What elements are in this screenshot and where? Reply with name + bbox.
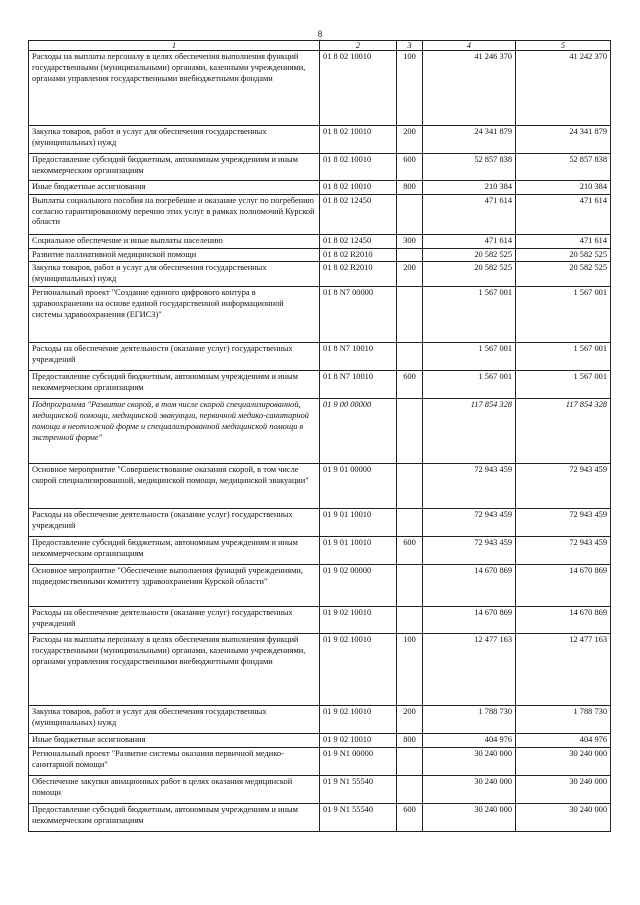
row-expense-type-cell: [397, 464, 423, 509]
row-expense-type-cell: 200: [397, 706, 423, 734]
row-amount-col4-cell: 404 976: [423, 734, 516, 748]
row-amount-col4-cell: 72 943 459: [423, 509, 516, 537]
row-amount-col5-cell: 1 788 730: [516, 706, 611, 734]
row-expense-type-cell: [397, 194, 423, 234]
row-amount-col4-cell: 72 943 459: [423, 537, 516, 565]
row-code-cell: 01 9 N1 00000: [320, 748, 397, 776]
row-code-cell: 01 8 02 12450: [320, 234, 397, 248]
table-header-row: [29, 41, 611, 51]
row-amount-col5-cell: 12 477 163: [516, 634, 611, 706]
row-expense-type-cell: [397, 509, 423, 537]
row-name-cell: Закупка товаров, работ и услуг для обеспечения государственных (муниципальных) нужд: [29, 262, 320, 287]
table-row: [29, 607, 611, 634]
row-code-cell: 01 9 02 10010: [320, 634, 397, 706]
table-row: [29, 371, 611, 399]
row-amount-col5-cell: 471 614: [516, 194, 611, 234]
header-col-5: 5: [516, 41, 611, 51]
row-amount-col4-cell: 30 240 000: [423, 804, 516, 832]
row-amount-col4-cell: 20 582 525: [423, 262, 516, 287]
row-code-cell: 01 9 01 10010: [320, 537, 397, 565]
table-row: [29, 634, 611, 706]
row-amount-col5-cell: 72 943 459: [516, 509, 611, 537]
row-amount-col5-cell: 117 854 328: [516, 399, 611, 464]
row-code-cell: 01 9 01 00000: [320, 464, 397, 509]
row-amount-col4-cell: 72 943 459: [423, 464, 516, 509]
row-code-cell: 01 8 02 10010: [320, 51, 397, 126]
table-row: [29, 748, 611, 776]
row-name-cell: Основное мероприятие "Совершенствование оказания скорой, в том числе скорой специализированной, медицинской помощи, медицинской эвакуации": [29, 464, 320, 509]
row-code-cell: 01 8 02 10010: [320, 126, 397, 154]
row-expense-type-cell: 600: [397, 154, 423, 181]
row-amount-col5-cell: 72 943 459: [516, 537, 611, 565]
row-amount-col5-cell: 24 341 879: [516, 126, 611, 154]
row-name-cell: Выплаты социального пособия на погребение и оказание услуг по погребению согласно гарантированному перечню этих услуг в рамках полномочий Курской области: [29, 194, 320, 234]
row-amount-col5-cell: 41 242 370: [516, 51, 611, 126]
row-code-cell: 01 8 N7 10010: [320, 371, 397, 399]
row-amount-col5-cell: 1 567 001: [516, 371, 611, 399]
row-code-cell: 01 8 02 R2010: [320, 262, 397, 287]
row-amount-col4-cell: 117 854 328: [423, 399, 516, 464]
row-expense-type-cell: [397, 399, 423, 464]
row-amount-col5-cell: 404 976: [516, 734, 611, 748]
row-expense-type-cell: [397, 248, 423, 262]
row-amount-col5-cell: 1 567 001: [516, 343, 611, 371]
row-name-cell: Расходы на обеспечение деятельности (оказание услуг) государственных учреждений: [29, 343, 320, 371]
row-name-cell: Расходы на обеспечение деятельности (оказание услуг) государственных учреждений: [29, 607, 320, 634]
table-row: [29, 804, 611, 832]
row-name-cell: Иные бюджетные ассигнования: [29, 734, 320, 748]
table-row: [29, 399, 611, 464]
row-name-cell: Расходы на выплаты персоналу в целях обеспечения выполнения функций государственными (муниципальными) органами, казенными учреждениями, органами управления государственными внебюджетными фондами: [29, 634, 320, 706]
row-name-cell: Иные бюджетные ассигнования: [29, 181, 320, 195]
row-code-cell: 01 9 02 10010: [320, 607, 397, 634]
row-expense-type-cell: [397, 287, 423, 343]
row-code-cell: 01 8 02 10010: [320, 181, 397, 195]
row-name-cell: Предоставление субсидий бюджетным, автономным учреждениям и иным некоммерческим организациям: [29, 804, 320, 832]
row-code-cell: 01 8 02 12450: [320, 194, 397, 234]
row-name-cell: Предоставление субсидий бюджетным, автономным учреждениям и иным некоммерческим организациям: [29, 371, 320, 399]
row-expense-type-cell: [397, 565, 423, 607]
row-amount-col4-cell: 12 477 163: [423, 634, 516, 706]
row-code-cell: 01 9 02 00000: [320, 565, 397, 607]
row-amount-col5-cell: 30 240 000: [516, 804, 611, 832]
header-col-2: 2: [320, 41, 397, 51]
row-amount-col5-cell: 52 857 838: [516, 154, 611, 181]
table-row: [29, 776, 611, 804]
row-amount-col5-cell: 30 240 000: [516, 776, 611, 804]
row-amount-col4-cell: 20 582 525: [423, 248, 516, 262]
row-code-cell: 01 8 N7 10010: [320, 343, 397, 371]
row-amount-col5-cell: 20 582 525: [516, 262, 611, 287]
row-amount-col4-cell: 24 341 879: [423, 126, 516, 154]
row-expense-type-cell: [397, 776, 423, 804]
row-expense-type-cell: 200: [397, 126, 423, 154]
row-expense-type-cell: 800: [397, 181, 423, 195]
table-row: [29, 181, 611, 195]
row-expense-type-cell: 100: [397, 634, 423, 706]
table-row: [29, 734, 611, 748]
row-amount-col5-cell: 210 384: [516, 181, 611, 195]
row-amount-col4-cell: 30 240 000: [423, 748, 516, 776]
table-row: [29, 509, 611, 537]
row-amount-col4-cell: 14 670 869: [423, 607, 516, 634]
header-col-3: 3: [397, 41, 423, 51]
row-amount-col5-cell: 1 567 001: [516, 287, 611, 343]
row-code-cell: 01 9 02 10010: [320, 706, 397, 734]
table-row: [29, 706, 611, 734]
header-col-1: 1: [29, 41, 320, 51]
row-expense-type-cell: 600: [397, 537, 423, 565]
row-amount-col4-cell: 52 857 838: [423, 154, 516, 181]
table-row: [29, 234, 611, 248]
row-name-cell: Основное мероприятие "Обеспечение выполнения функций учреждениями, подведомственными комитету здравоохранения Курской области": [29, 565, 320, 607]
table-row: [29, 262, 611, 287]
row-amount-col5-cell: 30 240 000: [516, 748, 611, 776]
table-row: [29, 464, 611, 509]
row-amount-col4-cell: 30 240 000: [423, 776, 516, 804]
row-expense-type-cell: 100: [397, 51, 423, 126]
row-expense-type-cell: [397, 343, 423, 371]
header-col-4: 4: [423, 41, 516, 51]
row-name-cell: Социальное обеспечение и иные выплаты населению: [29, 234, 320, 248]
row-expense-type-cell: 600: [397, 371, 423, 399]
row-code-cell: 01 9 02 10010: [320, 734, 397, 748]
row-name-cell: Предоставление субсидий бюджетным, автономным учреждениям и иным некоммерческим организациям: [29, 537, 320, 565]
row-amount-col5-cell: 14 670 869: [516, 607, 611, 634]
row-name-cell: Расходы на обеспечение деятельности (оказание услуг) государственных учреждений: [29, 509, 320, 537]
table-row: [29, 287, 611, 343]
row-amount-col4-cell: 471 614: [423, 194, 516, 234]
row-expense-type-cell: [397, 748, 423, 776]
table-row: [29, 248, 611, 262]
row-amount-col4-cell: 1 567 001: [423, 343, 516, 371]
row-amount-col4-cell: 210 384: [423, 181, 516, 195]
row-expense-type-cell: 800: [397, 734, 423, 748]
row-name-cell: Закупка товаров, работ и услуг для обеспечения государственных (муниципальных) нужд: [29, 706, 320, 734]
page-number: 8: [317, 29, 323, 39]
row-amount-col5-cell: 20 582 525: [516, 248, 611, 262]
row-amount-col4-cell: 1 567 001: [423, 371, 516, 399]
row-expense-type-cell: 200: [397, 262, 423, 287]
table-row: [29, 51, 611, 126]
row-code-cell: 01 9 00 00000: [320, 399, 397, 464]
row-amount-col4-cell: 471 614: [423, 234, 516, 248]
row-expense-type-cell: [397, 607, 423, 634]
row-name-cell: Подпрограмма "Развитие скорой, в том числе скорой специализированной, медицинской помощи, медицинской эвакуации, первичной медико-санитарной помощи в неотложной форме и специализированной медицинской помощи в экстренной форме": [29, 399, 320, 464]
row-name-cell: Развитие паллиативной медицинской помощи: [29, 248, 320, 262]
row-code-cell: 01 8 02 10010: [320, 154, 397, 181]
table-row: [29, 343, 611, 371]
row-name-cell: Расходы на выплаты персоналу в целях обеспечения выполнения функций государственными (муниципальными) органами, казенными учреждениями, органами управления государственными внебюджетными фондами: [29, 51, 320, 126]
table-row: [29, 154, 611, 181]
row-name-cell: Закупка товаров, работ и услуг для обеспечения государственных (муниципальных) нужд: [29, 126, 320, 154]
row-name-cell: Региональный проект "Создание единого цифрового контура в здравоохранении на основе единой государственной информационной системы здравоохранения (ЕГИСЗ)": [29, 287, 320, 343]
row-name-cell: Предоставление субсидий бюджетным, автономным учреждениям и иным некоммерческим организациям: [29, 154, 320, 181]
row-expense-type-cell: 300: [397, 234, 423, 248]
row-amount-col4-cell: 1 788 730: [423, 706, 516, 734]
table-row: [29, 537, 611, 565]
row-code-cell: 01 9 01 10010: [320, 509, 397, 537]
row-code-cell: 01 8 N7 00000: [320, 287, 397, 343]
table-row: [29, 565, 611, 607]
row-amount-col4-cell: 14 670 869: [423, 565, 516, 607]
budget-table: [28, 40, 611, 832]
row-expense-type-cell: 600: [397, 804, 423, 832]
row-code-cell: 01 9 N1 55540: [320, 804, 397, 832]
table-body: [29, 51, 611, 832]
row-amount-col5-cell: 471 614: [516, 234, 611, 248]
row-code-cell: 01 9 N1 55540: [320, 776, 397, 804]
table-row: [29, 126, 611, 154]
row-code-cell: 01 8 02 R2010: [320, 248, 397, 262]
row-amount-col5-cell: 72 943 459: [516, 464, 611, 509]
row-name-cell: Региональный проект "Развитие системы оказания первичной медико-санитарной помощи": [29, 748, 320, 776]
row-name-cell: Обеспечение закупки авиационных работ в целях оказания медицинской помощи: [29, 776, 320, 804]
row-amount-col4-cell: 41 246 370: [423, 51, 516, 126]
row-amount-col5-cell: 14 670 869: [516, 565, 611, 607]
table-row: [29, 194, 611, 234]
row-amount-col4-cell: 1 567 001: [423, 287, 516, 343]
